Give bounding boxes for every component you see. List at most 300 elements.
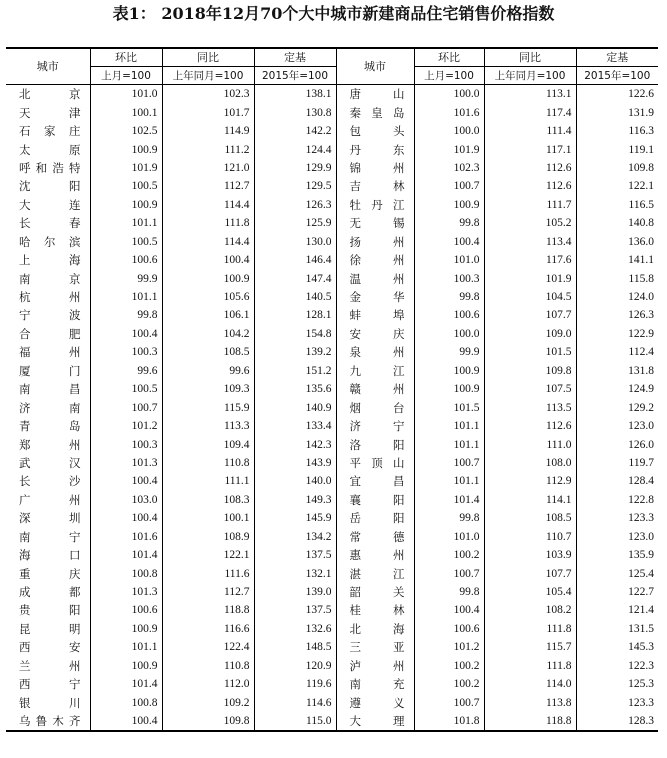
left-fixed-cell: 129.5 [254,177,336,195]
left-city-cell: 沈阳 [19,179,81,194]
left-city-cell: 贵阳 [19,603,81,618]
right-yoy-cell: 105.2 [484,214,576,232]
right-yoy-cell: 117.6 [484,251,576,269]
left-yoy-cell: 111.8 [162,214,254,232]
column-header-yoy-right: 同比 [484,48,576,67]
right-yoy-cell: 104.5 [484,288,576,306]
left-city-cell: 宁波 [19,308,81,323]
table-row [6,196,658,214]
table-row [6,509,658,527]
table-row [6,306,658,324]
right-mom-cell: 101.9 [414,140,484,158]
right-city-cell: 锦州 [336,159,414,177]
right-yoy-cell: 110.7 [484,528,576,546]
right-city-cell: 济宁 [336,417,414,435]
left-mom-cell: 101.6 [90,528,162,546]
left-yoy-cell: 108.5 [162,343,254,361]
table-row [6,638,658,656]
column-header-fixed: 定基 [254,48,336,67]
right-fixed-cell: 131.8 [576,362,658,380]
table-row [6,214,658,232]
left-fixed-cell: 140.9 [254,398,336,416]
right-yoy-cell: 114.1 [484,491,576,509]
column-subheader-yoy-right: 上年同月=100 [484,67,576,85]
right-city-cell: 赣州 [336,380,414,398]
left-yoy-cell: 100.1 [162,509,254,527]
left-mom-cell: 102.5 [90,122,162,140]
left-city-cell: 乌鲁木齐 [6,712,90,731]
left-fixed-cell: 140.0 [254,472,336,490]
right-city-cell: 北海 [336,620,414,638]
left-yoy-cell: 99.6 [162,362,254,380]
right-yoy-cell: 113.5 [484,398,576,416]
left-fixed-cell: 135.6 [254,380,336,398]
left-fixed-cell: 114.6 [254,693,336,711]
left-city-cell: 海口 [19,548,81,563]
right-yoy-cell: 117.4 [484,103,576,121]
right-mom-cell: 100.4 [414,233,484,251]
left-city-cell: 西宁 [19,677,81,692]
right-mom-cell: 99.8 [414,583,484,601]
left-yoy-cell: 111.2 [162,140,254,158]
left-mom-cell: 100.4 [90,325,162,343]
left-fixed-cell: 129.9 [254,159,336,177]
left-mom-cell: 100.5 [90,380,162,398]
right-mom-cell: 101.2 [414,638,484,656]
table-row [6,712,658,731]
right-fixed-cell: 145.3 [576,638,658,656]
right-mom-cell: 99.8 [414,288,484,306]
left-yoy-cell: 106.1 [162,306,254,324]
left-fixed-cell: 143.9 [254,454,336,472]
left-fixed-cell: 147.4 [254,269,336,287]
table-row [6,251,658,269]
right-fixed-cell: 140.8 [576,214,658,232]
right-city-cell: 湛江 [336,564,414,582]
right-mom-cell: 99.8 [414,509,484,527]
left-mom-cell: 103.0 [90,491,162,509]
right-city-cell: 桂林 [336,601,414,619]
left-city-cell: 天津 [19,105,81,120]
right-city-cell: 大理 [336,712,414,731]
left-fixed-cell: 154.8 [254,325,336,343]
right-mom-cell: 100.9 [414,362,484,380]
right-fixed-cell: 122.6 [576,85,658,104]
left-city-cell: 福州 [19,345,81,360]
left-fixed-cell: 120.9 [254,657,336,675]
column-header-fixed-right: 定基 [576,48,658,67]
left-yoy-cell: 108.3 [162,491,254,509]
right-mom-cell: 100.0 [414,85,484,104]
left-fixed-cell: 132.6 [254,620,336,638]
table-row [6,140,658,158]
left-mom-cell: 100.6 [90,601,162,619]
left-mom-cell: 100.5 [90,233,162,251]
left-yoy-cell: 111.1 [162,472,254,490]
right-mom-cell: 100.7 [414,564,484,582]
right-city-cell: 宜昌 [336,472,414,490]
right-yoy-cell: 112.6 [484,177,576,195]
right-fixed-cell: 126.0 [576,435,658,453]
left-mom-cell: 100.4 [90,712,162,731]
right-fixed-cell: 112.4 [576,343,658,361]
left-yoy-cell: 114.4 [162,233,254,251]
right-yoy-cell: 103.9 [484,546,576,564]
right-mom-cell: 101.1 [414,435,484,453]
left-city-cell: 石家庄 [19,124,81,139]
left-fixed-cell: 137.5 [254,546,336,564]
right-yoy-cell: 112.9 [484,472,576,490]
right-fixed-cell: 116.3 [576,122,658,140]
right-fixed-cell: 109.8 [576,159,658,177]
left-city-cell: 南京 [19,271,81,286]
table-row [6,85,658,104]
right-mom-cell: 101.5 [414,398,484,416]
left-yoy-cell: 121.0 [162,159,254,177]
right-mom-cell: 99.9 [414,343,484,361]
left-city-cell: 郑州 [19,437,81,452]
right-mom-cell: 100.4 [414,601,484,619]
table-row [6,177,658,195]
left-fixed-cell: 146.4 [254,251,336,269]
column-header-city-right: 城市 [336,48,414,85]
table-row [6,601,658,619]
left-mom-cell: 100.5 [90,177,162,195]
left-yoy-cell: 111.6 [162,564,254,582]
left-city-cell: 南宁 [19,529,81,544]
left-yoy-cell: 105.6 [162,288,254,306]
header-row-main [6,48,658,67]
right-yoy-cell: 109.0 [484,325,576,343]
left-mom-cell: 100.6 [90,251,162,269]
table-row [6,417,658,435]
right-city-cell: 襄阳 [336,491,414,509]
column-subheader-fixed-right: 2015年=100 [576,67,658,85]
left-fixed-cell: 125.9 [254,214,336,232]
right-city-cell: 无锡 [336,214,414,232]
table-row [6,343,658,361]
right-mom-cell: 100.0 [414,325,484,343]
left-mom-cell: 101.4 [90,675,162,693]
column-header-mom: 环比 [90,48,162,67]
left-fixed-cell: 145.9 [254,509,336,527]
right-fixed-cell: 128.3 [576,712,658,731]
right-fixed-cell: 119.1 [576,140,658,158]
left-yoy-cell: 118.8 [162,601,254,619]
right-fixed-cell: 124.0 [576,288,658,306]
left-fixed-cell: 142.3 [254,435,336,453]
right-yoy-cell: 108.0 [484,454,576,472]
table-row [6,435,658,453]
left-city-cell: 深圳 [19,511,81,526]
left-city-cell: 长春 [19,216,81,231]
right-city-cell: 南充 [336,675,414,693]
right-yoy-cell: 113.1 [484,85,576,104]
right-city-cell: 惠州 [336,546,414,564]
left-yoy-cell: 101.7 [162,103,254,121]
left-fixed-cell: 137.5 [254,601,336,619]
left-fixed-cell: 124.4 [254,140,336,158]
right-mom-cell: 101.0 [414,251,484,269]
table-row [6,675,658,693]
left-yoy-cell: 112.0 [162,675,254,693]
table-title: 表1： 2018年12月70个大中城市新建商品住宅销售价格指数 [112,4,555,23]
left-fixed-cell: 130.8 [254,103,336,121]
left-mom-cell: 101.1 [90,214,162,232]
left-fixed-cell: 138.1 [254,85,336,104]
table-row [6,380,658,398]
left-city-cell: 上海 [19,253,81,268]
right-fixed-cell: 123.0 [576,417,658,435]
right-yoy-cell: 107.7 [484,306,576,324]
right-fixed-cell: 125.3 [576,675,658,693]
right-fixed-cell: 122.1 [576,177,658,195]
left-mom-cell: 100.8 [90,564,162,582]
right-city-cell: 泸州 [336,657,414,675]
right-yoy-cell: 115.7 [484,638,576,656]
right-mom-cell: 101.1 [414,472,484,490]
left-yoy-cell: 112.7 [162,583,254,601]
column-subheader-mom-right: 上月=100 [414,67,484,85]
left-fixed-cell: 139.2 [254,343,336,361]
right-city-cell: 蚌埠 [336,306,414,324]
right-fixed-cell: 131.9 [576,103,658,121]
left-yoy-cell: 104.2 [162,325,254,343]
left-yoy-cell: 122.1 [162,546,254,564]
left-mom-cell: 100.3 [90,435,162,453]
table-row [6,398,658,416]
right-fixed-cell: 136.0 [576,233,658,251]
right-yoy-cell: 111.0 [484,435,576,453]
right-mom-cell: 101.8 [414,712,484,731]
table-row [6,159,658,177]
right-mom-cell: 100.2 [414,657,484,675]
left-mom-cell: 100.9 [90,196,162,214]
left-fixed-cell: 128.1 [254,306,336,324]
right-fixed-cell: 131.5 [576,620,658,638]
right-yoy-cell: 117.1 [484,140,576,158]
left-yoy-cell: 112.7 [162,177,254,195]
left-city-cell: 武汉 [19,455,81,470]
right-city-cell: 金华 [336,288,414,306]
right-yoy-cell: 101.9 [484,269,576,287]
table-row [6,657,658,675]
right-yoy-cell: 114.0 [484,675,576,693]
left-fixed-cell: 115.0 [254,712,336,731]
table-row [6,269,658,287]
right-mom-cell: 100.6 [414,620,484,638]
left-city-cell: 长沙 [19,474,81,489]
right-yoy-cell: 111.8 [484,657,576,675]
left-fixed-cell: 139.0 [254,583,336,601]
left-city-cell: 杭州 [19,290,81,305]
right-yoy-cell: 113.8 [484,693,576,711]
left-mom-cell: 100.4 [90,509,162,527]
right-mom-cell: 101.1 [414,417,484,435]
left-mom-cell: 101.4 [90,546,162,564]
right-fixed-cell: 119.7 [576,454,658,472]
left-mom-cell: 101.1 [90,638,162,656]
right-city-cell: 常德 [336,528,414,546]
table-row [6,362,658,380]
left-city-cell: 太原 [19,142,81,157]
right-city-cell: 洛阳 [336,435,414,453]
left-fixed-cell: 151.2 [254,362,336,380]
table-row [6,583,658,601]
table-row [6,233,658,251]
left-fixed-cell: 149.3 [254,491,336,509]
left-city-cell: 重庆 [19,566,81,581]
left-fixed-cell: 126.3 [254,196,336,214]
left-city-cell: 银川 [19,695,81,710]
left-city-cell: 兰州 [19,658,81,673]
left-mom-cell: 100.3 [90,343,162,361]
left-mom-cell: 100.8 [90,693,162,711]
right-fixed-cell: 122.9 [576,325,658,343]
left-mom-cell: 100.4 [90,472,162,490]
left-mom-cell: 99.6 [90,362,162,380]
right-yoy-cell: 107.5 [484,380,576,398]
right-city-cell: 安庆 [336,325,414,343]
right-city-cell: 烟台 [336,398,414,416]
table-row [6,472,658,490]
left-city-cell: 大连 [19,197,81,212]
right-fixed-cell: 135.9 [576,546,658,564]
right-city-cell: 包头 [336,122,414,140]
left-mom-cell: 101.0 [90,85,162,104]
left-yoy-cell: 110.8 [162,657,254,675]
right-fixed-cell: 122.7 [576,583,658,601]
left-city-cell: 青岛 [19,419,81,434]
right-mom-cell: 100.2 [414,675,484,693]
left-mom-cell: 101.3 [90,454,162,472]
left-yoy-cell: 114.4 [162,196,254,214]
right-fixed-cell: 124.9 [576,380,658,398]
right-mom-cell: 100.2 [414,546,484,564]
table-body [6,85,658,732]
left-fixed-cell: 148.5 [254,638,336,656]
right-fixed-cell: 122.3 [576,657,658,675]
right-fixed-cell: 116.5 [576,196,658,214]
left-yoy-cell: 113.3 [162,417,254,435]
table-row [6,325,658,343]
right-city-cell: 丹东 [336,140,414,158]
left-city-cell: 厦门 [19,363,81,378]
right-fixed-cell: 123.3 [576,693,658,711]
right-city-cell: 九江 [336,362,414,380]
right-yoy-cell: 109.8 [484,362,576,380]
right-city-cell: 韶关 [336,583,414,601]
column-header-mom-right: 环比 [414,48,484,67]
left-yoy-cell: 108.9 [162,528,254,546]
left-mom-cell: 100.1 [90,103,162,121]
left-fixed-cell: 140.5 [254,288,336,306]
right-fixed-cell: 126.3 [576,306,658,324]
price-index-table [6,47,658,732]
right-yoy-cell: 111.7 [484,196,576,214]
right-yoy-cell: 108.2 [484,601,576,619]
column-subheader-mom: 上月=100 [90,67,162,85]
right-mom-cell: 101.6 [414,103,484,121]
right-fixed-cell: 115.8 [576,269,658,287]
right-city-cell: 遵义 [336,693,414,711]
left-yoy-cell: 109.8 [162,712,254,731]
table-row [6,454,658,472]
right-mom-cell: 100.0 [414,122,484,140]
left-city-cell: 合肥 [19,326,81,341]
left-fixed-cell: 132.1 [254,564,336,582]
table-row [6,288,658,306]
right-fixed-cell: 123.3 [576,509,658,527]
right-mom-cell: 101.0 [414,528,484,546]
right-yoy-cell: 118.8 [484,712,576,731]
right-fixed-cell: 141.1 [576,251,658,269]
right-city-cell: 泉州 [336,343,414,361]
column-subheader-fixed: 2015年=100 [254,67,336,85]
right-yoy-cell: 111.8 [484,620,576,638]
right-city-cell: 温州 [336,269,414,287]
right-city-cell: 徐州 [336,251,414,269]
right-city-cell: 扬州 [336,233,414,251]
left-city-cell: 西安 [19,640,81,655]
left-yoy-cell: 100.9 [162,269,254,287]
left-city-cell: 北京 [19,87,81,102]
left-yoy-cell: 110.8 [162,454,254,472]
left-mom-cell: 101.9 [90,159,162,177]
right-city-cell: 三亚 [336,638,414,656]
left-yoy-cell: 116.6 [162,620,254,638]
right-yoy-cell: 112.6 [484,159,576,177]
right-fixed-cell: 129.2 [576,398,658,416]
left-yoy-cell: 115.9 [162,398,254,416]
right-mom-cell: 100.6 [414,306,484,324]
right-mom-cell: 100.7 [414,454,484,472]
right-fixed-cell: 122.8 [576,491,658,509]
right-fixed-cell: 123.0 [576,528,658,546]
right-mom-cell: 102.3 [414,159,484,177]
right-yoy-cell: 107.7 [484,564,576,582]
right-mom-cell: 100.9 [414,196,484,214]
left-city-cell: 济南 [19,400,81,415]
left-city-cell: 广州 [19,492,81,507]
table-row [6,546,658,564]
left-mom-cell: 100.9 [90,140,162,158]
left-fixed-cell: 119.6 [254,675,336,693]
right-yoy-cell: 105.4 [484,583,576,601]
right-city-cell: 秦皇岛 [336,103,414,121]
table-row [6,528,658,546]
left-mom-cell: 99.9 [90,269,162,287]
right-city-cell: 岳阳 [336,509,414,527]
column-subheader-yoy: 上年同月=100 [162,67,254,85]
left-yoy-cell: 114.9 [162,122,254,140]
left-mom-cell: 100.9 [90,620,162,638]
right-city-cell: 平顶山 [336,454,414,472]
right-fixed-cell: 128.4 [576,472,658,490]
left-city-cell: 呼和浩特 [19,160,81,175]
right-yoy-cell: 112.6 [484,417,576,435]
left-city-cell: 成都 [19,585,81,600]
left-mom-cell: 101.3 [90,583,162,601]
table-row [6,491,658,509]
left-city-cell: 哈尔滨 [19,234,81,249]
left-mom-cell: 101.1 [90,288,162,306]
column-header-yoy: 同比 [162,48,254,67]
header-row-sub [6,67,658,85]
table-row [6,103,658,121]
table-row [6,564,658,582]
left-yoy-cell: 109.4 [162,435,254,453]
